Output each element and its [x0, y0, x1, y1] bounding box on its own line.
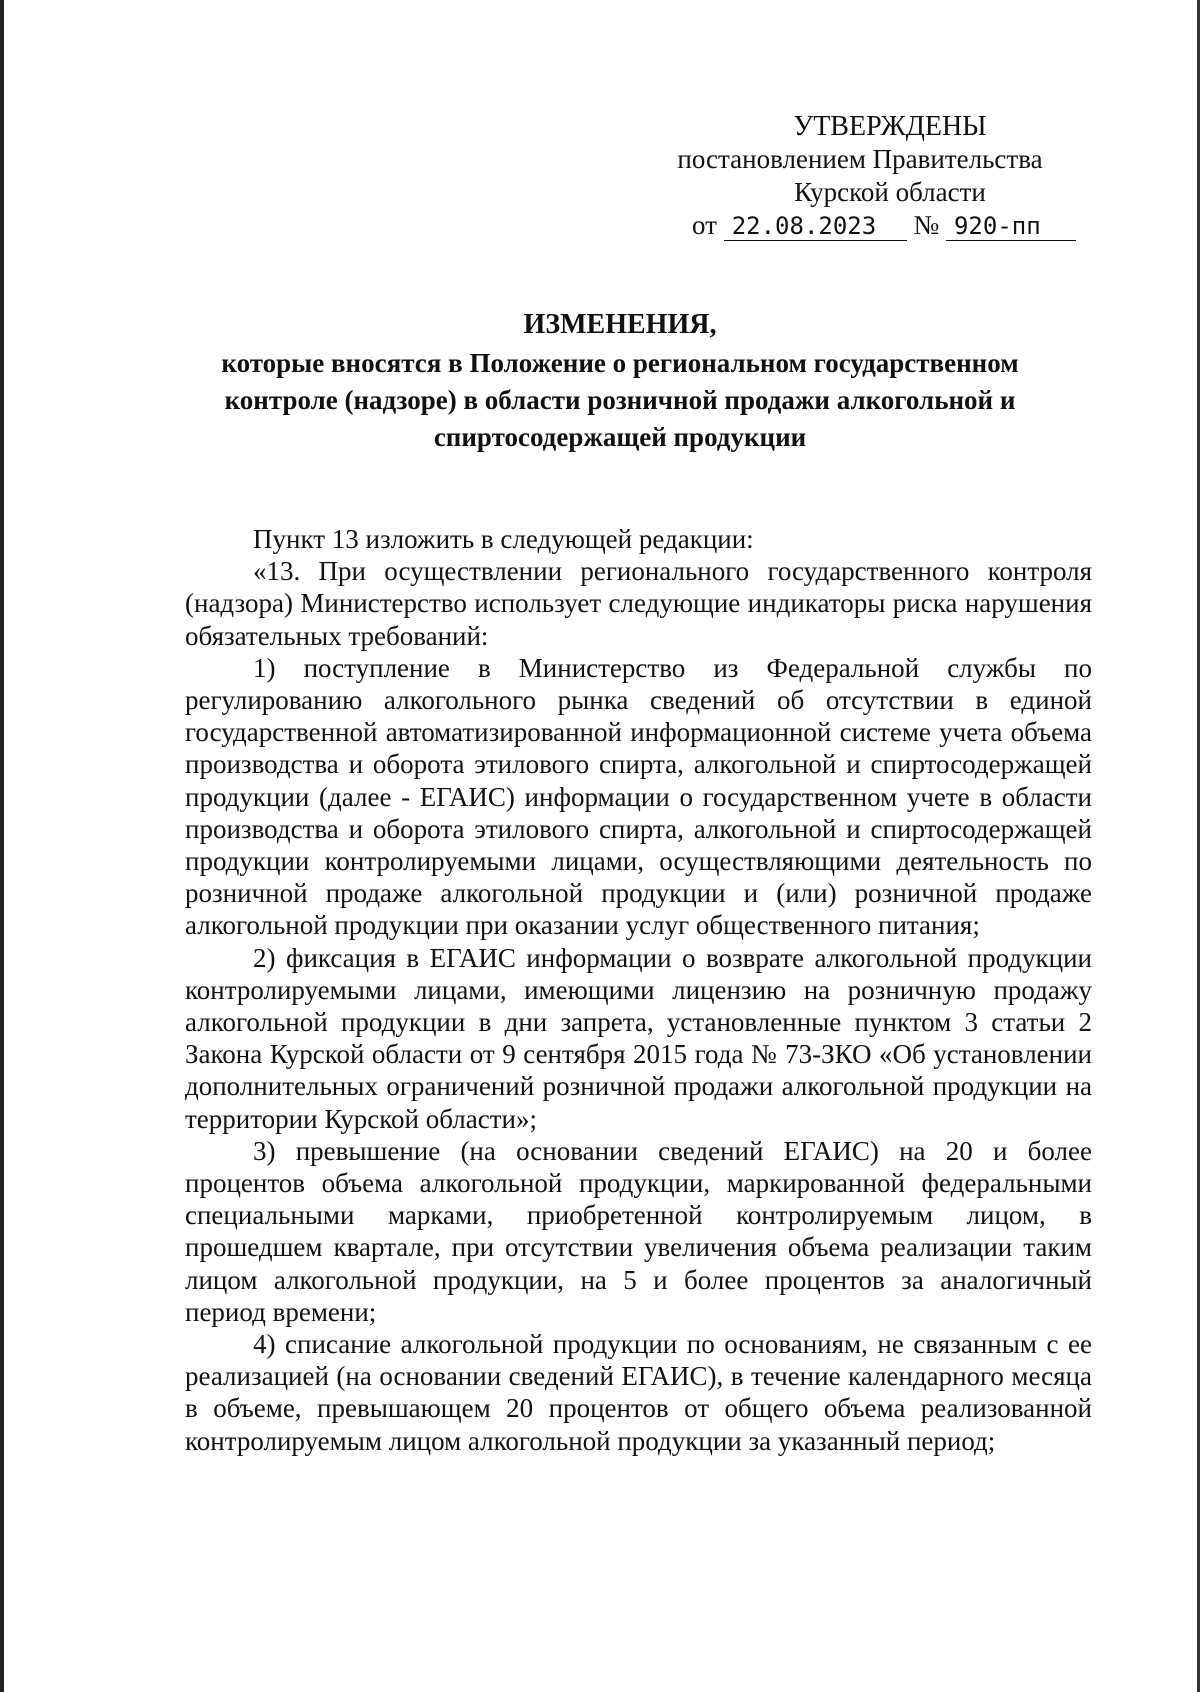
paragraph-indicator-3: 3) превышение (на основании сведений ЕГАИС) на 20 и более процентов объема алкогольной продукции, маркированной федеральными специальными марками, приобретенной контролируемым лицом, в прошедшем квартале, при отсутствии увеличения объема реализации таким лицом алкогольной продукции, на 5 и более процентов за аналогичный период времени; — [185, 1135, 1092, 1327]
approval-date: 22.08.2023 — [724, 212, 907, 241]
paragraph-item-13: «13. При осуществлении регионального государственного контроля (надзора) Министерство использует следующие индикаторы риска нарушения обязательных требований: — [185, 556, 1092, 651]
paragraph-intro: Пункт 13 изложить в следующей редакции: — [253, 524, 754, 554]
approval-line-region: Курской области — [794, 177, 986, 207]
approval-block — [640, 110, 1080, 242]
document-heading — [180, 306, 1060, 456]
scan-edge-left — [0, 0, 4, 1692]
document-body — [185, 523, 1092, 1457]
date-prefix: от — [692, 210, 717, 240]
approval-number: 920-пп — [946, 212, 1076, 241]
approval-title: УТВЕРЖДЕНЫ — [793, 111, 987, 142]
approval-date-line — [640, 209, 1080, 242]
document-subtitle: которые вносятся в Положение о региональном государственном контроле (надзоре) в области розничной продажи алкогольной и спиртосодержащей продукции — [221, 348, 1019, 452]
approval-line-resolution: постановлением Правительства — [677, 144, 1043, 174]
paragraph-indicator-1: 1) поступление в Министерство из Федеральной службы по регулированию алкогольного рынка сведений об отсутствии в единой государственной автоматизированной информационной системе учета объема производства и оборота этилового спирта, алкогольной и спиртосодержащей продукции (далее - ЕГАИС) информации о государственном учете в области производства и оборота этилового спирта, алкогольной и спиртосодержащей продукции контролируемыми лицами, осуществляющими деятельность по розничной продаже алкогольной продукции и (или) розничной продаже алкогольной продукции при оказании услуг общественного питания; — [185, 652, 1092, 941]
document-title: ИЗМЕНЕНИЯ, — [523, 309, 717, 340]
number-prefix: № — [913, 210, 940, 240]
paragraph-indicator-4: 4) списание алкогольной продукции по основаниям, не связанным с ее реализацией (на основании сведений ЕГАИС), в течение календарного месяца в объеме, превышающем 20 процентов от общего объема реализованной контролируемым лицом алкогольной продукции за указанный период; — [185, 1329, 1092, 1456]
paragraph-indicator-2: 2) фиксация в ЕГАИС информации о возврате алкогольной продукции контролируемыми лицами, имеющими лицензию на розничную продажу алкогольной продукции в дни запрета, установленные пунктом 3 статьи 2 Закона Курской области от 9 сентября 2015 года № 73-ЗКО «Об установлении дополнительных ограничений розничной продажи алкогольной продукции на территории Курской области»; — [185, 942, 1092, 1134]
